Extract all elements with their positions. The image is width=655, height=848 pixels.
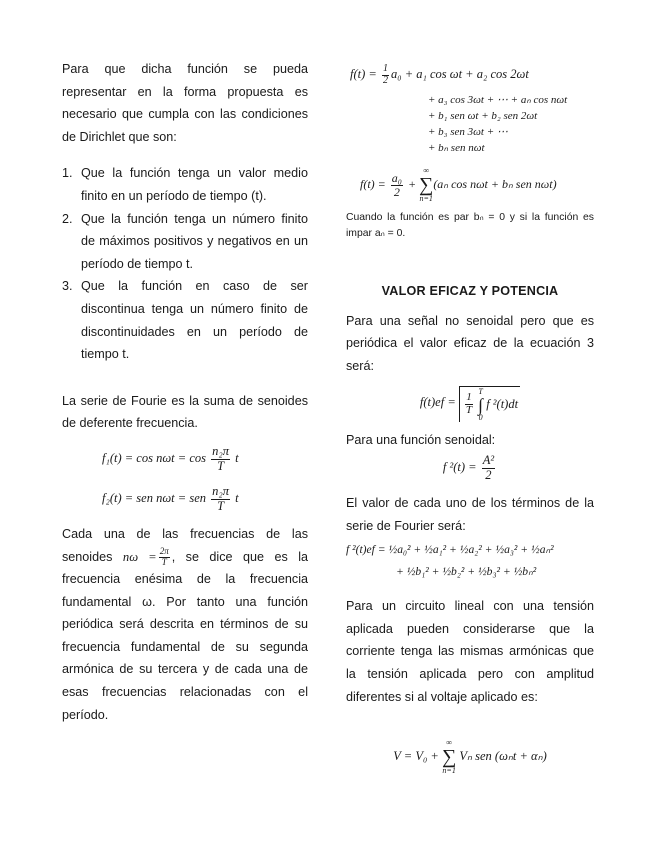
sinusoidal-intro: Para una función senoidal: xyxy=(346,433,496,448)
sinusoidal-equation: f ²(t) = $\frac{\text{A²}}{2}$ xyxy=(442,453,495,482)
fourier-series-expanded: f(t) = $\frac{1}{2}$ a₀ + a₁ cos ωt + a₂ cos 2ωt + a₃ cos 3ωt + ⋯ + aₙ cos nωt + b₁ sen ωt + b₂ sen 2ωt + b₃ sen 3ωt + ⋯ + bₙ sen nωt xyxy=(350,63,568,154)
fourier-series-compact: f(t) = $\frac{\text{a₀}}{2}$ + ∞ ∑ n=1 (aₙ cos nωt + bₙ sen nωt) xyxy=(360,166,557,204)
voltage-equation: V = V₀ + ∞ ∑ n=1 Vₙ sen (ωₙt + αₙ) xyxy=(393,738,547,776)
rms-intro: Para una señal no senoidal pero que es periódica el valor eficaz de la ecuación 3 será: xyxy=(346,313,594,373)
rms-equation: f(t)ef = $\frac{1}{T}$ T ∫ 0 f ²(t)dt xyxy=(419,386,519,422)
section-title: VALOR EFICAZ Y POTENCIA xyxy=(381,284,559,298)
summation-symbol: ∞ ∑ n=1 xyxy=(419,166,434,204)
frequency-paragraph: Cada una de las frecuencias de las senoides nω = $\frac{2\pi}{T}$ , se dice que es la frecuencia enésima de la frecuencia fundamental ω. Por tanto una función periódica será descrita en términos de su frecuencia fundamental de su segunda armónica de su tercera y de cada una de esas frecuencias relacionadas con el período. xyxy=(62,526,309,722)
fourier-intro: La serie de Fourie es la suma de senoides de deferente frecuencia. xyxy=(62,393,308,431)
linear-circuit-paragraph: Para un circuito lineal con una tensión aplicada pueden considerarse que la corriente tenga las mismas armónicas que la tensión aplicada pero con amplitud diferentes si al voltaje aplicado es: xyxy=(346,599,594,704)
left-column xyxy=(62,58,308,726)
equation-f1: f₁(t) = cos nωt = cos $\frac{\text{n₂π}}{T}$ t xyxy=(102,444,239,473)
condition-2: 2. Que la función tenga un número finito de máximos positivos y negativos en un período de tiempo t. xyxy=(62,211,308,271)
right-column xyxy=(346,58,594,786)
condition-1: 1. Que la función tenga un valor medio finito en un período de tiempo (t). xyxy=(62,166,308,203)
condition-3: 3. Que la función en caso de ser discontinua tenga un número finito de discontinuidades en un período de tiempo t. xyxy=(62,279,308,362)
term-value-equation: f ²(t)ef = ½a₀² + ½a₁² + ½a₂² + ½a₃² + ½aₙ² + ½b₁² + ½b₂² + ½b₃² + ½bₙ² xyxy=(346,543,554,579)
square-root: $\frac{1}{T}$ T ∫ 0 f ²(t)dt xyxy=(459,386,520,422)
dirichlet-conditions-list xyxy=(62,162,308,365)
summation-symbol: ∞ ∑ n=1 xyxy=(442,738,457,776)
parity-note: Cuando la función es par bₙ = 0 y si la función es impar aₙ = 0. xyxy=(346,212,594,239)
equation-f2: f₂(t) = sen nωt = sen $\frac{\text{n₂π}}{T}$ t xyxy=(102,484,239,513)
dirichlet-intro: Para que dicha función se pueda representar en la forma propuesta es necesario que cumpla con las condiciones de Dirichlet que son: xyxy=(62,62,308,144)
term-value-intro: El valor de cada uno de los términos de la serie de Fourier será: xyxy=(346,495,594,533)
